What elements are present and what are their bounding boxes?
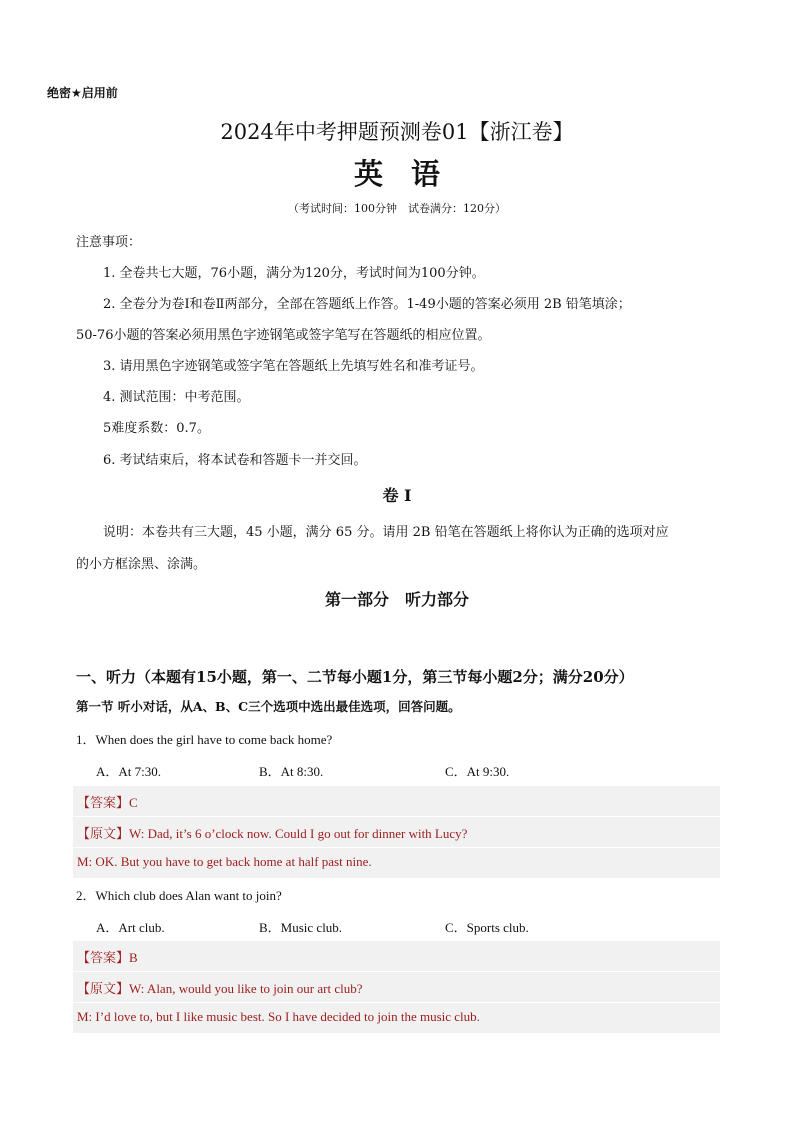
volume-description: 说明：本卷共有三大题，45 小题，满分 65 分。请用 2B 铅笔在答题纸上将你认为正确的选项对应 [103,525,669,540]
confidential-label: 绝密★启用前 [47,86,118,100]
answer-block [73,785,720,878]
transcript-text: M: I’d love to, but I like music best. So I have decided to join the music club. [77,1009,480,1024]
notice-item: 4. 测试范围：中考范围。 [103,390,250,405]
question-stem: 2．Which club does Alan want to join? [76,888,282,903]
volume-title: 卷 I [382,486,412,505]
option-b: B．At 8:30. [259,764,324,779]
answer-text: 【答案】B [77,950,138,965]
notice-heading: 注意事项： [76,235,142,250]
transcript-text: 【原文】W: Dad, it’s 6 o’clock now. Could I go out for dinner with Lucy? [77,826,468,841]
exam-info: （考试时间：100分钟 试卷满分：120分） [288,202,506,215]
transcript-text: M: OK. But you have to get back home at half past nine. [77,854,372,869]
notice-item: 3. 请用黑色字迹钢笔或签字笔在答题纸上先填写姓名和准考证号。 [103,359,484,374]
answer-text: 【答案】C [77,795,138,810]
exam-title: 2024年中考押题预测卷01【浙江卷】 [220,120,574,144]
transcript-row [73,816,720,847]
option-b: B．Music club. [259,920,343,935]
option-c: C．At 9:30. [445,764,510,779]
notice-item: 2. 全卷分为卷Ⅰ和卷Ⅱ两部分，全部在答题纸上作答。1-49小题的答案必须用 2B 铅笔填涂； [103,297,631,312]
notice-item: 1. 全卷共七大题，76小题，满分为120分，考试时间为100分钟。 [103,266,485,281]
notice-item: 50-76小题的答案必须用黑色字迹钢笔或签字笔写在答题纸的相应位置。 [76,328,491,343]
notice-item: 6. 考试结束后，将本试卷和答题卡一并交回。 [103,453,367,468]
transcript-row [73,847,720,878]
answer-block [73,940,720,1033]
option-a: A．At 7:30. [96,764,162,779]
answer-row [73,940,720,971]
section-title: 一、听力（本题有15小题，第一、二节每小题1分，第三节每小题2分；满分20分） [76,668,634,686]
option-a: A．Art club. [96,920,165,935]
question-stem: 1．When does the girl have to come back home? [76,732,333,747]
part-title: 第一部分 听力部分 [324,590,469,609]
notice-item: 5难度系数：0.7。 [103,421,210,436]
section-subtitle: 第一节 听小对话，从A、B、C三个选项中选出最佳选项，回答问题。 [76,699,461,714]
transcript-text: 【原文】W: Alan, would you like to join our art club? [77,981,363,996]
volume-description-cont: 的小方框涂黑、涂满。 [76,557,207,572]
answer-row [73,785,720,816]
transcript-row [73,1002,720,1033]
subject-title: 英语 [353,157,468,191]
option-c: C．Sports club. [445,920,529,935]
transcript-row [73,971,720,1002]
